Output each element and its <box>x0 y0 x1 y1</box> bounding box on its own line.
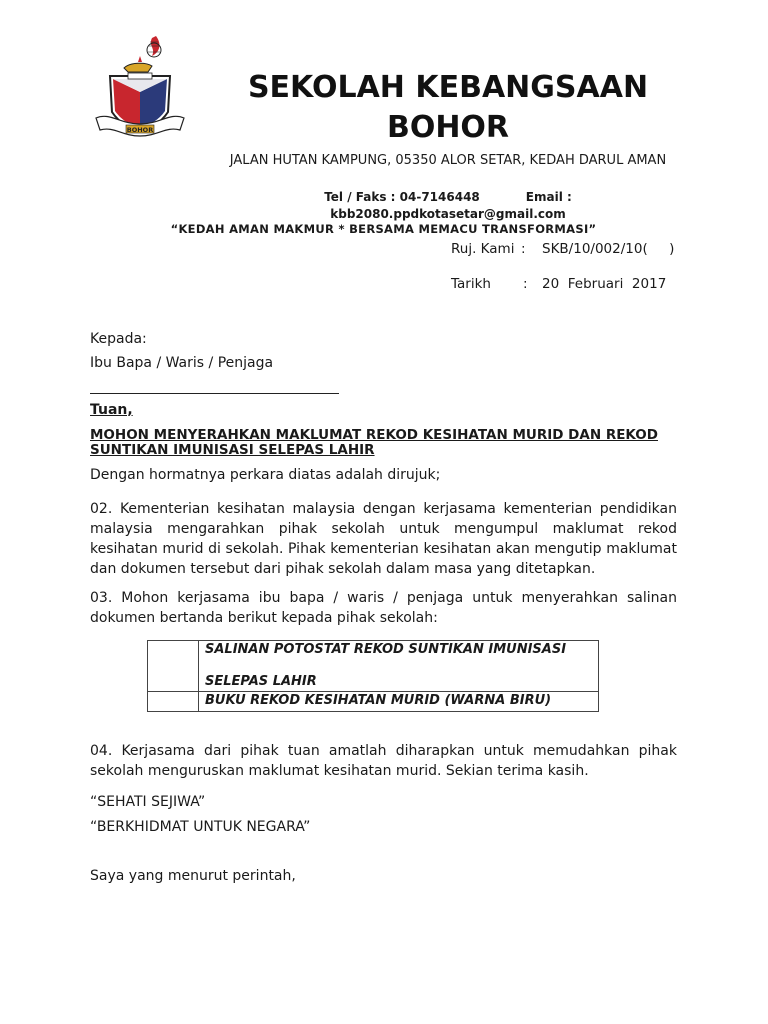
table-row <box>148 641 599 692</box>
school-logo <box>90 32 190 138</box>
kepada-label: Kepada: <box>90 331 147 347</box>
tarikh-colon: : <box>523 276 528 292</box>
table-row <box>148 692 599 712</box>
logo-banner-text: BOHOR <box>126 126 154 134</box>
school-name: SEKOLAH KEBANGSAAN BOHOR <box>247 70 649 145</box>
checkbox-cell[interactable] <box>148 692 199 712</box>
table-item <box>199 641 599 692</box>
tarikh-label: Tarikh <box>451 276 491 292</box>
subject: MOHON MENYERAHKAN MAKLUMAT REKOD KESIHATAN MURID DAN REKOD SUNTIKAN IMUNISASI SELEPAS LAHIR <box>90 427 658 458</box>
ruj-colon: : <box>521 241 526 257</box>
paragraph-04: 04. Kerjasama dari pihak tuan amatlah diharapkan untuk memudahkan pihak sekolah menguruskan maklumat kesihatan murid. Sekian terima kasih. <box>90 743 677 779</box>
paragraph-03: 03. Mohon kerjasama ibu bapa / waris / penjaga untuk menyerahkan salinan dokumen bertanda berikut kepada pihak sekolah: <box>90 590 677 626</box>
intro-text: Dengan hormatnya perkara diatas adalah dirujuk; <box>90 467 441 483</box>
closing: Saya yang menurut perintah, <box>90 868 296 884</box>
item-line: SALINAN POTOSTAT REKOD SUNTIKAN IMUNISASI <box>205 642 567 657</box>
reference-row <box>451 240 691 258</box>
item-line: SELEPAS LAHIR <box>205 674 317 689</box>
ruj-label: Ruj. Kami <box>451 241 515 257</box>
recipient: Ibu Bapa / Waris / Penjaga <box>90 355 274 371</box>
motto: “KEDAH AMAN MAKMUR * BERSAMA MEMACU TRANSFORMASI” <box>170 222 597 236</box>
school-address: JALAN HUTAN KAMPUNG, 05350 ALOR SETAR, KEDAH DARUL AMAN <box>229 153 667 168</box>
checkbox-cell[interactable] <box>148 641 199 692</box>
tel-label: Tel / Faks : 04-7146448 <box>324 190 480 204</box>
salutation: Tuan, <box>90 402 133 418</box>
paragraph-02: 02. Kementerian kesihatan malaysia dengan kerjasama kementerian pendidikan malaysia mengarahkan pihak sekolah untuk mengumpul maklumat rekod kesihatan murid di sekolah. Pihak kementerian kesihatan akan mengutip maklumat dan dokumen tersebut dari pihak sekolah dalam masa yang ditetapkan. <box>90 501 677 577</box>
ruj-value: SKB/10/002/10( ) <box>542 241 675 257</box>
slogan-berkhidmat: “BERKHIDMAT UNTUK NEGARA” <box>90 819 311 835</box>
blank-line <box>90 393 339 394</box>
table-item: BUKU REKOD KESIHATAN MURID (WARNA BIRU) <box>199 692 599 712</box>
school-crest-icon <box>90 32 190 138</box>
date-row <box>451 275 691 293</box>
email-address: kbb2080.ppdkotasetar@gmail.com <box>330 207 566 221</box>
slogan-sehati: “SEHATI SEJIWA” <box>90 794 206 810</box>
contact-info <box>200 189 696 223</box>
email-label: Email : <box>525 190 572 204</box>
document-table <box>147 640 599 712</box>
tarikh-value: 20 Februari 2017 <box>542 276 667 292</box>
